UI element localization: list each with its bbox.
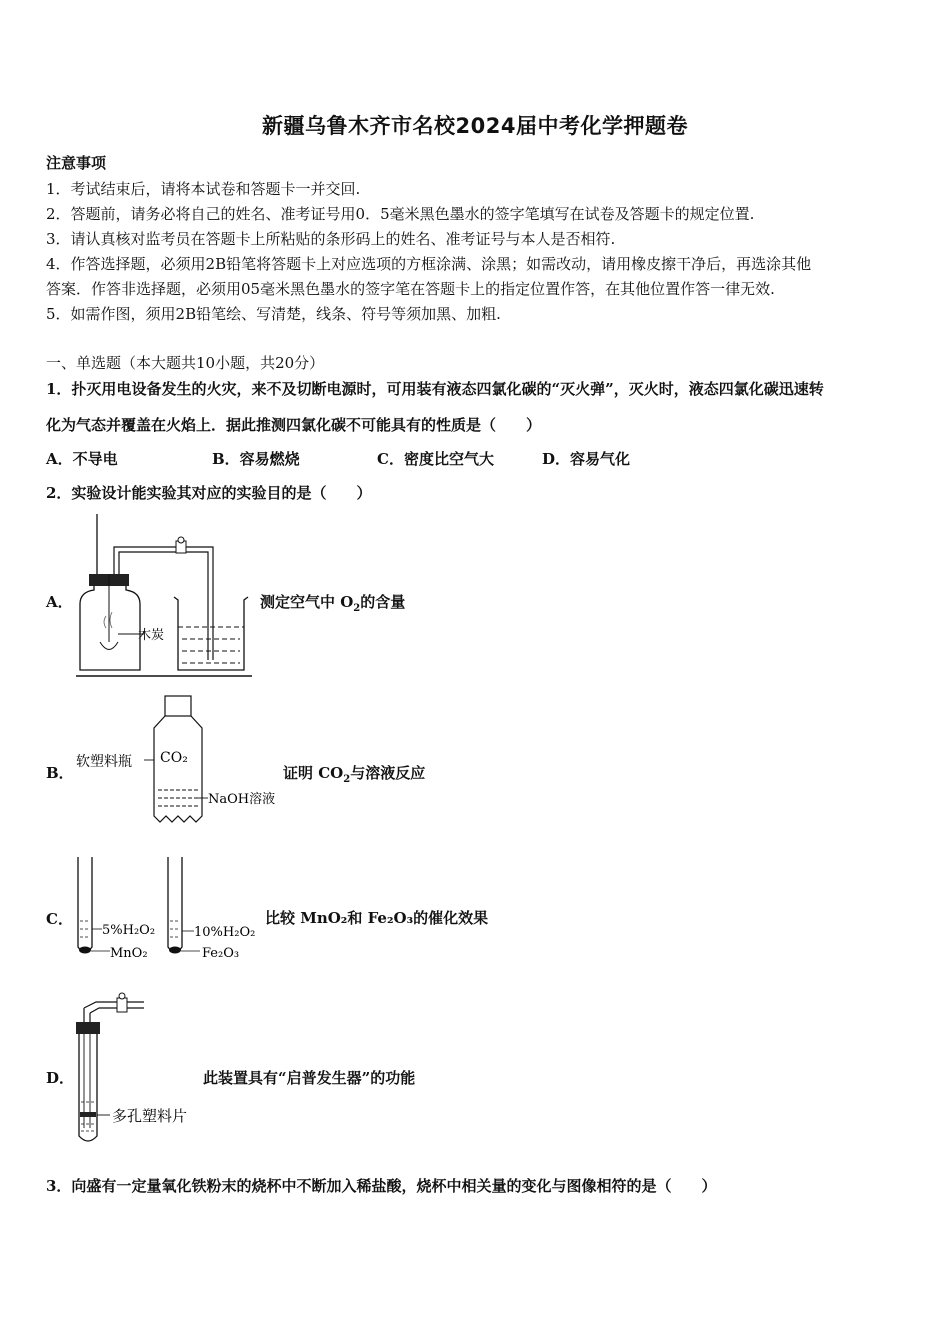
label-naoh-solution: NaOH溶液 — [208, 792, 276, 807]
label-co2: CO₂ — [160, 750, 188, 766]
notice-item: 1．考试结束后，请将本试卷和答题卡一并交回. — [46, 180, 361, 198]
q2-option-b-desc: 证明 $CO_2$与溶液反应 — [283, 764, 426, 785]
notice-item: 5．如需作图，须用2B铅笔绘、写清楚，线条、符号等须加黑、加粗. — [46, 305, 501, 323]
label-mno2: MnO₂ — [110, 946, 148, 961]
label-porous-plastic: 多孔塑料片 — [112, 1107, 188, 1125]
q2-option-b-label: B． — [46, 764, 74, 782]
question-1-line-2: 化为气态并覆盖在火焰上．据此推测四氯化碳不可能具有的性质是（ ） — [46, 416, 542, 434]
q2-option-c-desc: 比较 MnO₂和 Fe₂O₃的催化效果 — [265, 909, 489, 927]
q2-option-a-label: A． — [46, 593, 73, 611]
q1-option-b: B．容易燃烧 — [212, 450, 300, 468]
label-soft-plastic-bottle: 软塑料瓶 — [76, 754, 132, 770]
q1-option-a: A．不导电 — [46, 450, 118, 468]
label-charcoal: 木炭 — [138, 628, 165, 643]
label-5pct-h2o2: 5%H₂O₂ — [102, 923, 156, 938]
apparatus-b-figure — [74, 694, 294, 829]
notice-heading: 注意事项 — [46, 154, 107, 172]
notice-item: 3．请认真核对监考员在答题卡上所粘贴的条形码上的姓名、准考证号与本人是否相符. — [46, 230, 616, 248]
apparatus-a-figure — [72, 512, 252, 682]
notice-item: 4．作答选择题，必须用2B铅笔将答题卡上对应选项的方框涂满、涂黑；如需改动，请用橡皮擦干净后，再选涂其他 — [46, 255, 812, 273]
notice-item: 答案．作答非选择题，必须用05毫米黑色墨水的签字笔在答题卡上的指定位置作答，在其他位置作答一律无效. — [46, 280, 775, 298]
question-3-stem: 3．向盛有一定量氧化铁粉末的烧杯中不断加入稀盐酸，烧杯中相关量的变化与图像相符的是（ ） — [46, 1177, 717, 1195]
notice-item: 2．答题前，请务必将自己的姓名、准考证号用0．5毫米黑色墨水的签字笔填写在试卷及答题卡的规定位置. — [46, 205, 755, 223]
label-10pct-h2o2: 10%H₂O₂ — [194, 925, 256, 940]
apparatus-d-figure — [72, 988, 222, 1148]
page-title: 新疆乌鲁木齐市名校2024届中考化学押题卷 — [262, 114, 688, 138]
q2-option-d-desc: 此装置具有“启普发生器”的功能 — [203, 1069, 416, 1087]
apparatus-c-figure — [72, 855, 272, 965]
label-fe2o3: Fe₂O₃ — [202, 946, 240, 961]
section-heading: 一、单选题（本大题共10小题，共20分） — [46, 354, 325, 372]
question-2-stem: 2．实验设计能实验其对应的实验目的是（ ） — [46, 484, 372, 502]
q2-option-c-label: C． — [46, 910, 73, 928]
q1-option-c: C．密度比空气大 — [377, 450, 494, 468]
q2-option-d-label: D． — [46, 1069, 75, 1087]
q1-option-d: D．容易气化 — [542, 450, 631, 468]
question-1-line-1: 1．扑灭用电设备发生的火灾，来不及切断电源时，可用装有液态四氯化碳的“灭火弹”，灭火时，液态四氯化碳迅速转 — [46, 380, 824, 398]
q2-option-a-desc: 测定空气中 $O_2$的含量 — [260, 593, 406, 614]
